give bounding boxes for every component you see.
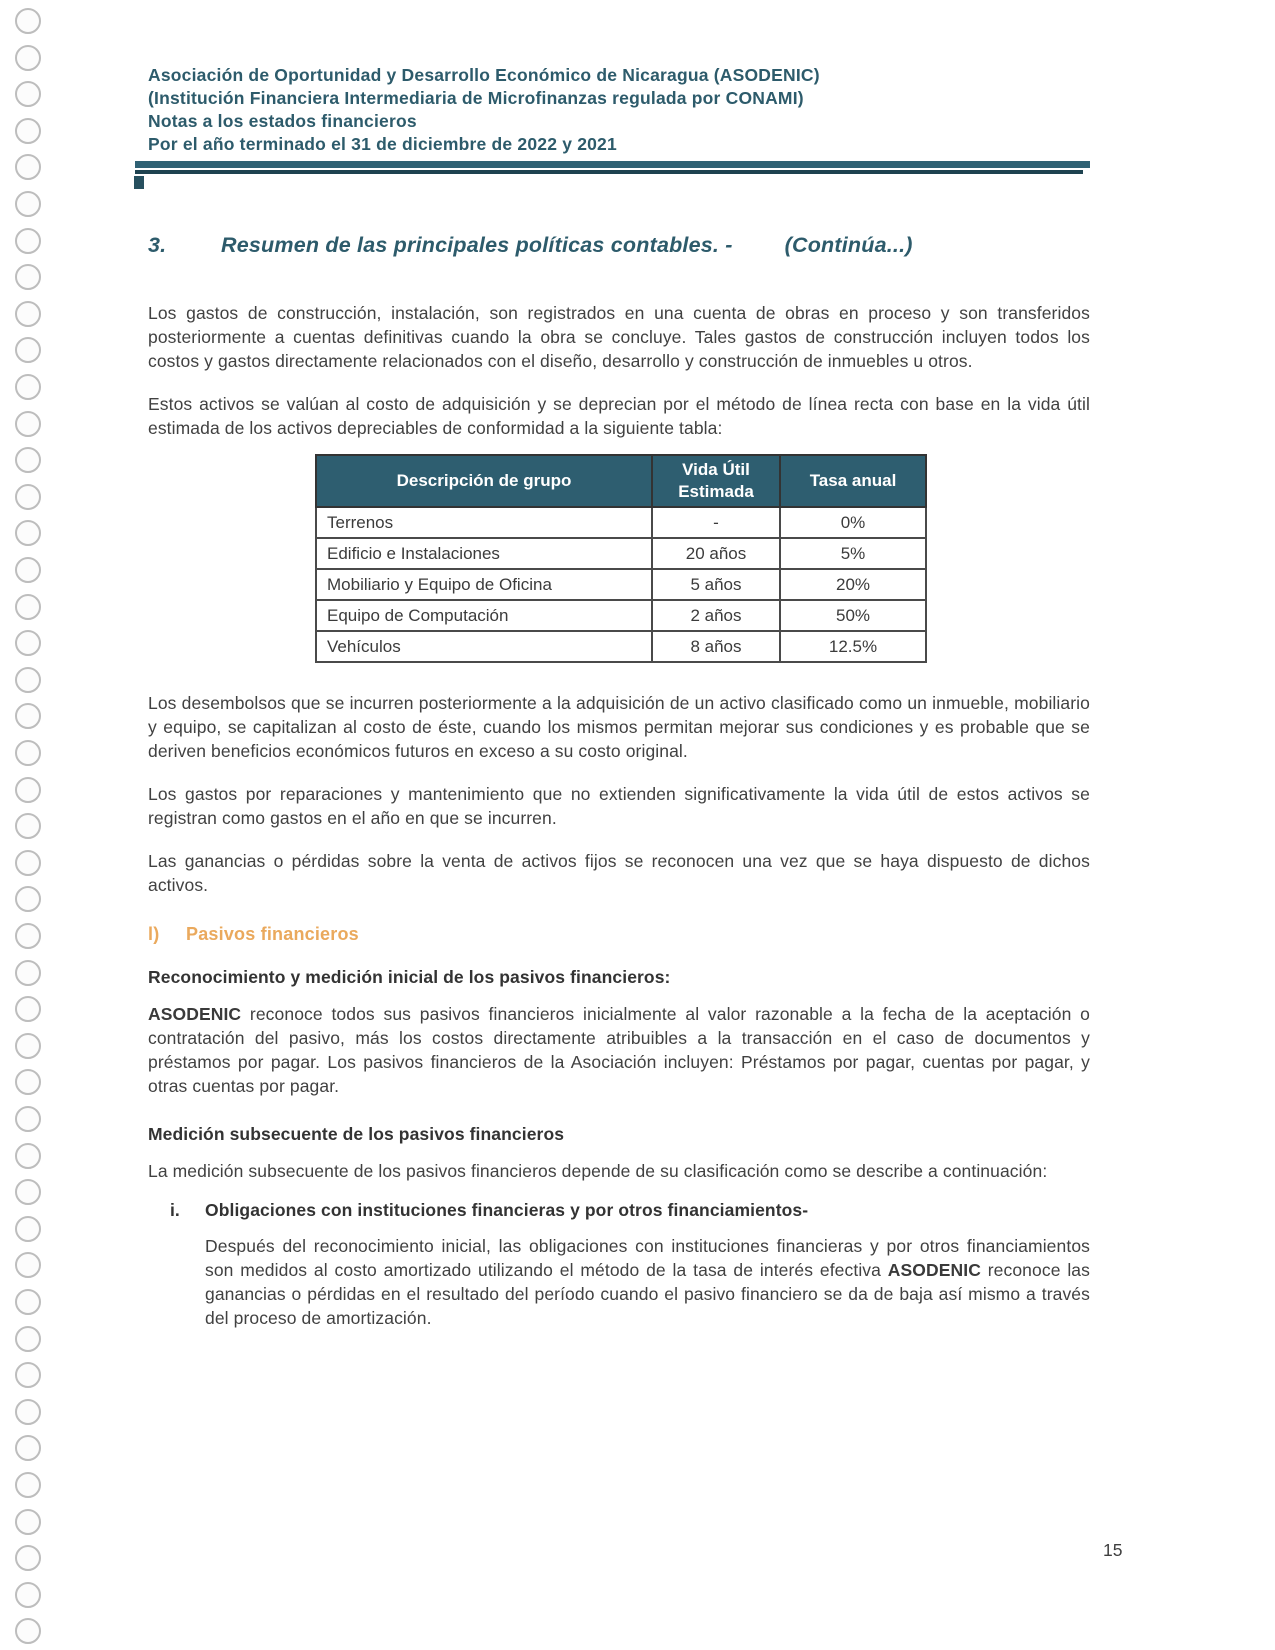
header-divider-thick <box>135 161 1090 168</box>
binding-hole <box>15 813 41 839</box>
binding-hole <box>15 886 41 912</box>
binding-hole <box>15 1326 41 1352</box>
table-cell: 2 años <box>652 600 780 631</box>
table-cell: 8 años <box>652 631 780 662</box>
binding-hole <box>15 447 41 473</box>
header-divider-thin <box>135 170 1083 174</box>
table-cell: 12.5% <box>780 631 926 662</box>
paragraph-subsequent-disbursements: Los desembolsos que se incurren posteriormente a la adquisición de un activo clasificado como un inmueble, mobiliario y equipo, se capitalizan al costo de éste, cuando los mismos permitan mejorar sus condiciones y es probable que se deriven beneficios económicos futuros en exceso a su costo original. <box>148 693 1090 761</box>
binding-hole <box>15 484 41 510</box>
heading-text: Pasivos financieros <box>186 924 359 944</box>
binding-hole <box>15 1143 41 1169</box>
depreciation-table <box>315 454 927 663</box>
table-cell: 0% <box>780 507 926 538</box>
binding-hole <box>15 1399 41 1425</box>
asodenic-bold-2: ASODENIC <box>887 1260 981 1280</box>
binding-hole <box>15 301 41 327</box>
heading-letter: l) <box>148 924 160 944</box>
binding-hole <box>15 1216 41 1242</box>
binding-hole <box>15 594 41 620</box>
subheading-medicion-subsecuente: Medición subsecuente de los pasivos financieros <box>148 1124 565 1144</box>
heading-pasivos-financieros <box>148 924 1090 945</box>
obligaciones-text-post: reconoce las ganancias o pérdidas en el resultado del período cuando el pasivo financiero se da de baja así mismo a través del proceso de amortización. <box>205 1260 1090 1328</box>
header-line-notes: Notas a los estados financieros <box>148 111 417 131</box>
binding-hole <box>15 1252 41 1278</box>
binding-hole <box>15 960 41 986</box>
binding-hole <box>15 630 41 656</box>
binding-hole <box>15 1545 41 1571</box>
binding-hole <box>15 264 41 290</box>
asodenic-bold: ASODENIC <box>148 1004 242 1024</box>
list-item-marker: i. <box>170 1200 180 1220</box>
binding-hole <box>15 777 41 803</box>
paragraph-medicion-subsecuente: La medición subsecuente de los pasivos financieros depende de su clasificación como se describe a continuación: <box>148 1161 1048 1181</box>
table-cell: 5% <box>780 538 926 569</box>
page-number: 15 <box>1103 1540 1123 1560</box>
section-title-text: Resumen de las principales políticas contables. - <box>221 233 733 257</box>
list-item-title: Obligaciones con instituciones financieras y por otros financiamientos- <box>205 1200 809 1220</box>
table-cell: Edificio e Instalaciones <box>316 538 652 569</box>
table-cell: Vehículos <box>316 631 652 662</box>
binding-hole <box>15 1435 41 1461</box>
table-header-tasa-anual: Tasa anual <box>780 455 926 507</box>
binding-hole <box>15 703 41 729</box>
header-divider-tick <box>134 176 144 189</box>
document-header <box>148 64 1090 156</box>
header-line-institution: (Institución Financiera Intermediaria de Microfinanzas regulada por CONAMI) <box>148 88 804 108</box>
paragraph-asodenic-recognition <box>148 1002 1090 1098</box>
table-cell: - <box>652 507 780 538</box>
table-row <box>316 569 926 600</box>
paragraph-gains-losses: Las ganancias o pérdidas sobre la venta de activos fijos se reconocen una vez que se haya dispuesto de dichos activos. <box>148 851 1090 895</box>
binding-hole <box>15 740 41 766</box>
binding-hole <box>15 8 41 34</box>
binding-hole <box>15 1472 41 1498</box>
binding-hole <box>15 1106 41 1132</box>
table-cell: 20% <box>780 569 926 600</box>
table-header-row <box>316 455 926 507</box>
binding-hole <box>15 1362 41 1388</box>
table-header-descripcion: Descripción de grupo <box>316 455 652 507</box>
binding-hole <box>15 411 41 437</box>
table-row <box>316 631 926 662</box>
binding-hole <box>15 850 41 876</box>
section-number: 3. <box>148 233 167 257</box>
table-header-vida-util: Vida Útil Estimada <box>652 455 780 507</box>
binding-hole <box>15 667 41 693</box>
binding-hole <box>15 374 41 400</box>
paragraph-repairs-maintenance: Los gastos por reparaciones y mantenimiento que no extienden significativamente la vida útil de estos activos se registran como gastos en el año en que se incurren. <box>148 784 1090 828</box>
table-cell: 5 años <box>652 569 780 600</box>
table-cell: Mobiliario y Equipo de Oficina <box>316 569 652 600</box>
binding-hole <box>15 337 41 363</box>
table-row <box>316 600 926 631</box>
paragraph-asodenic-recognition-text: reconoce todos sus pasivos financieros inicialmente al valor razonable a la fecha de la aceptación o contratación del pasivo, más los costos directamente atribuibles a la transacción en el caso de documentos y préstamos por pagar. Los pasivos financieros de la Asociación incluyen: Préstamos por pagar, cuentas por pagar, y otras cuentas por pagar. <box>148 1004 1090 1096</box>
paragraph-obligaciones-detail <box>205 1234 1090 1330</box>
table-cell: 20 años <box>652 538 780 569</box>
binding-hole <box>15 81 41 107</box>
table-cell: Terrenos <box>316 507 652 538</box>
section-continua: (Continúa...) <box>784 233 913 257</box>
binding-hole <box>15 45 41 71</box>
binding-hole <box>15 1033 41 1059</box>
binding-hole <box>15 1069 41 1095</box>
paragraph-construction-costs: Los gastos de construcción, instalación, son registrados en una cuenta de obras en proceso y son transferidos posteriormente a cuentas definitivas cuando la obra se concluye. Tales gastos de construcción incluyen todos los costos y gastos directamente relacionados con el diseño, desarrollo y construcción de inmuebles u otros. <box>148 303 1090 371</box>
subheading-reconocimiento: Reconocimiento y medición inicial de los pasivos financieros: <box>148 967 671 987</box>
spiral-binding-holes <box>0 0 60 1650</box>
binding-hole <box>15 154 41 180</box>
table-cell: Equipo de Computación <box>316 600 652 631</box>
document-page <box>148 64 1090 1330</box>
header-line-org: Asociación de Oportunidad y Desarrollo Económico de Nicaragua (ASODENIC) <box>148 65 820 85</box>
section-title <box>148 233 1090 258</box>
binding-hole <box>15 1289 41 1315</box>
binding-hole <box>15 1179 41 1205</box>
list-item-obligaciones <box>148 1200 1090 1221</box>
binding-hole <box>15 118 41 144</box>
binding-hole <box>15 228 41 254</box>
binding-hole <box>15 1509 41 1535</box>
binding-hole <box>15 191 41 217</box>
header-line-period: Por el año terminado el 31 de diciembre de 2022 y 2021 <box>148 134 617 154</box>
header-divider <box>135 161 1090 189</box>
binding-hole <box>15 1618 41 1644</box>
binding-hole <box>15 1582 41 1608</box>
table-cell: 50% <box>780 600 926 631</box>
paragraph-depreciation-method: Estos activos se valúan al costo de adquisición y se deprecian por el método de línea recta con base en la vida útil estimada de los activos depreciables de conformidad a la siguiente tabla: <box>148 394 1090 438</box>
binding-hole <box>15 996 41 1022</box>
obligaciones-text-pre: Después del reconocimiento inicial, las obligaciones con instituciones financieras y por otros financiamientos son medidos al costo amortizado utilizando el método de la tasa de interés efectiva <box>205 1236 1090 1280</box>
table-row <box>316 507 926 538</box>
binding-hole <box>15 520 41 546</box>
table-row <box>316 538 926 569</box>
binding-hole <box>15 557 41 583</box>
binding-hole <box>15 923 41 949</box>
